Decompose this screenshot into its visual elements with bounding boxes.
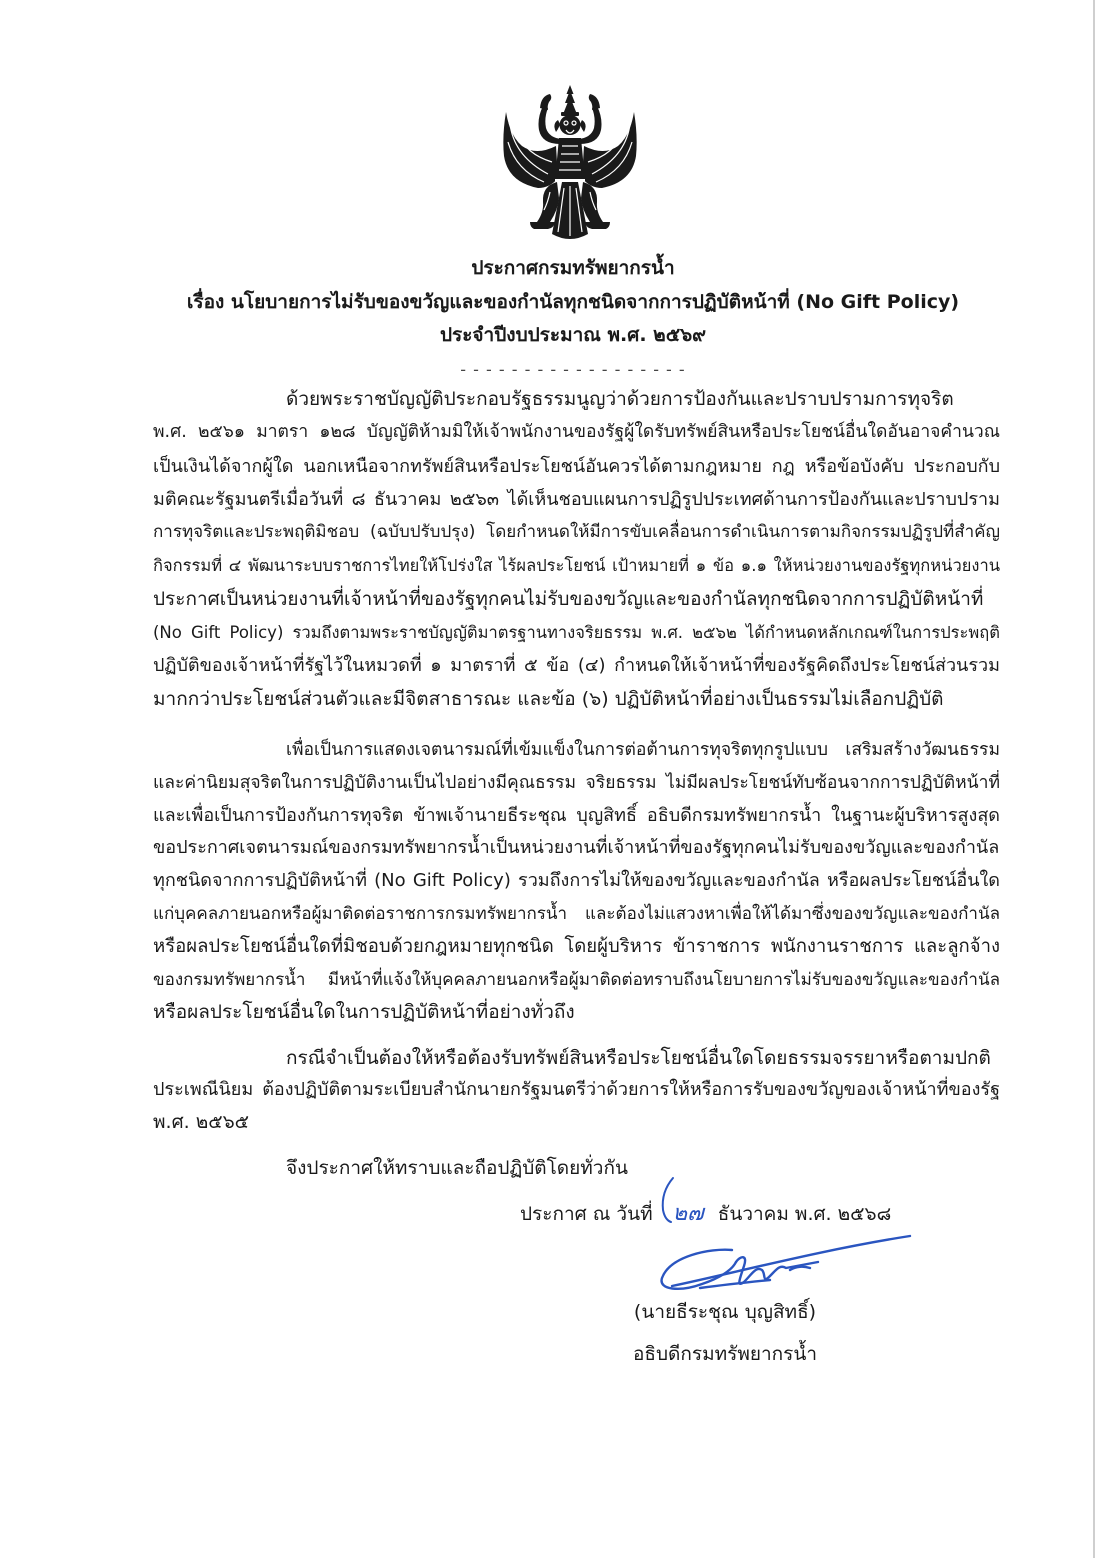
handwritten-day-number: ๒๗ [672,1201,704,1226]
subject-heading: เรื่อง นโยบายการไม่รับของขวัญและของกำนัลทุกชนิดจากการปฏิบัติหน้าที่ (No Gift Policy) [186,290,960,313]
paragraph-line: เป็นเงินได้จากผู้ใด นอกเหนือจากทรัพย์สินหรือประโยชน์อันควรได้ตามกฎหมาย กฎ หรือข้อบังคับ ประกอบกับ [153,455,1000,477]
date-prefix: ประกาศ ณ วันที่ [520,1203,653,1225]
paragraph-line: กรณีจำเป็นต้องให้หรือต้องรับทรัพย์สินหรือประโยชน์อื่นใดโดยธรรมจรรยาหรือตามปกติ [286,1047,991,1069]
paragraph-line: ประกาศเป็นหน่วยงานที่เจ้าหน้าที่ของรัฐทุกคนไม่รับของขวัญและของกำนัลทุกชนิดจากการปฏิบัติหน้าที่ [153,587,984,610]
paragraph-3 [153,1042,1000,1138]
paragraph-line: เพื่อเป็นการแสดงเจตนารมณ์ที่เข้มแข็งในการต่อต้านการทุจริตทุกรูปแบบ เสริมสร้างวัฒนธรรม [286,740,1000,760]
paragraph-line: ทุกชนิดจากการปฏิบัติหน้าที่ (No Gift Policy) รวมถึงการไม่ให้ของขวัญและของกำนัล หรือผลประโยชน์อื่นใด [153,870,1000,892]
paragraph-line: หรือผลประโยชน์อื่นใดที่มิชอบด้วยกฎหมายทุกชนิด โดยผู้บริหาร ข้าราชการ พนักงานราชการ และลูกจ้าง [153,935,1000,957]
paragraph-line: กิจกรรมที่ ๔ พัฒนาระบบราชการไทยให้โปร่งใส ไร้ผลประโยชน์ เป้าหมายที่ ๑ ข้อ ๑.๑ ให้หน่วยงานของรัฐทุกหน่วยงาน [153,556,1000,576]
garuda-emblem-icon [498,84,642,244]
paragraph-line: มากกว่าประโยชน์ส่วนตัวและมีจิตสาธารณะ และข้อ (๖) ปฏิบัติหน้าที่อย่างเป็นธรรมไม่เลือกปฏิบัติ [153,687,944,710]
paragraph-line: การทุจริตและประพฤติมิชอบ (ฉบับปรับปรุง) โดยกำหนดให้มีการขับเคลื่อนการดำเนินการตามกิจกรรมปฏิรูปที่สำคัญ [153,522,1000,543]
signatory-position: อธิบดีกรมทรัพยากรน้ำ [632,1343,818,1365]
handwritten-day-stroke [657,1176,677,1226]
closing-line: จึงประกาศให้ทราบและถือปฏิบัติโดยทั่วกัน [286,1157,628,1179]
paragraph-line: ปฏิบัติของเจ้าหน้าที่รัฐไว้ในหมวดที่ ๑ มาตราที่ ๕ ข้อ (๔) กำหนดให้เจ้าหน้าที่ของรัฐคิดถึงประโยชน์ส่วนรวม [153,655,1000,677]
paragraph-1 [153,383,1000,716]
separator-line: - - - - - - - - - - - - - - - - - - [460,359,686,379]
paragraph-line: พ.ศ. ๒๕๖๕ [153,1111,250,1133]
paragraph-line: ประเพณีนิยม ต้องปฏิบัติตามระเบียบสำนักนายกรัฐมนตรีว่าด้วยการให้หรือการรับของขวัญของเจ้าหน้าที่ของรัฐ [153,1079,1000,1100]
announcement-header [153,252,993,386]
paragraph-line: ของกรมทรัพยากรน้ำ มีหน้าที่แจ้งให้บุคคลภายนอกหรือผู้มาติดต่อทราบถึงนโยบายการไม่รับของขวัญและของกำนัล [153,969,1000,990]
paragraph-2 [153,734,1000,1029]
paragraph-line: และค่านิยมสุจริตในการปฏิบัติงานเป็นไปอย่างมีคุณธรรม จริยธรรม ไม่มีผลประโยชน์ทับซ้อนจากการปฏิบัติหน้าที่ [153,772,1000,793]
paragraph-line: ขอประกาศเจตนารมณ์ของกรมทรัพยากรน้ำเป็นหน่วยงานที่เจ้าหน้าที่ของรัฐทุกคนไม่รับของขวัญและของกำนัล [153,837,1000,859]
closing-paragraph [153,1152,1000,1184]
fiscal-year-heading: ประจำปีงบประมาณ พ.ศ. ๒๕๖๙ [439,324,707,346]
date-month-year: ธันวาคม พ.ศ. ๒๕๖๘ [717,1203,892,1225]
paragraph-line: แก่บุคคลภายนอกหรือผู้มาติดต่อราชการกรมทรัพยากรน้ำ และต้องไม่แสวงหาเพื่อให้ได้มาซึ่งของขวัญและของกำนัล [153,903,1000,924]
signatory-block [600,1291,850,1375]
signatory-name: (นายธีระชุณ บุญสิทธิ์) [633,1301,817,1323]
paragraph-line: ด้วยพระราชบัญญัติประกอบรัฐธรรมนูญว่าด้วยการป้องกันและปราบปรามการทุจริต [286,388,954,410]
paragraph-line: พ.ศ. ๒๕๖๑ มาตรา ๑๒๘ บัญญัติห้ามมิให้เจ้าพนักงานของรัฐผู้ใดรับทรัพย์สินหรือประโยชน์อื่นใดอันอาจคำนวณ [153,422,1000,443]
paragraph-line: หรือผลประโยชน์อื่นใดในการปฏิบัติหน้าที่อย่างทั่วถึง [153,1001,575,1024]
agency-heading: ประกาศกรมทรัพยากรน้ำ [471,257,675,279]
paragraph-line: (No Gift Policy) รวมถึงตามพระราชบัญญัติมาตรฐานทางจริยธรรม พ.ศ. ๒๕๖๒ ได้กำหนดหลักเกณฑ์ในการประพฤติ [153,623,1000,643]
paragraph-line: มติคณะรัฐมนตรีเมื่อวันที่ ๘ ธันวาคม ๒๕๖๓ ได้เห็นชอบแผนการปฏิรูปประเทศด้านการป้องกันและปราบปราม [153,488,1000,510]
scan-edge [1093,0,1095,1558]
paragraph-line: และเพื่อเป็นการป้องกันการทุจริต ข้าพเจ้านายธีระชุณ บุญสิทธิ์ อธิบดีกรมทรัพยากรน้ำ ในฐานะผู้บริหารสูงสุด [153,804,1000,826]
